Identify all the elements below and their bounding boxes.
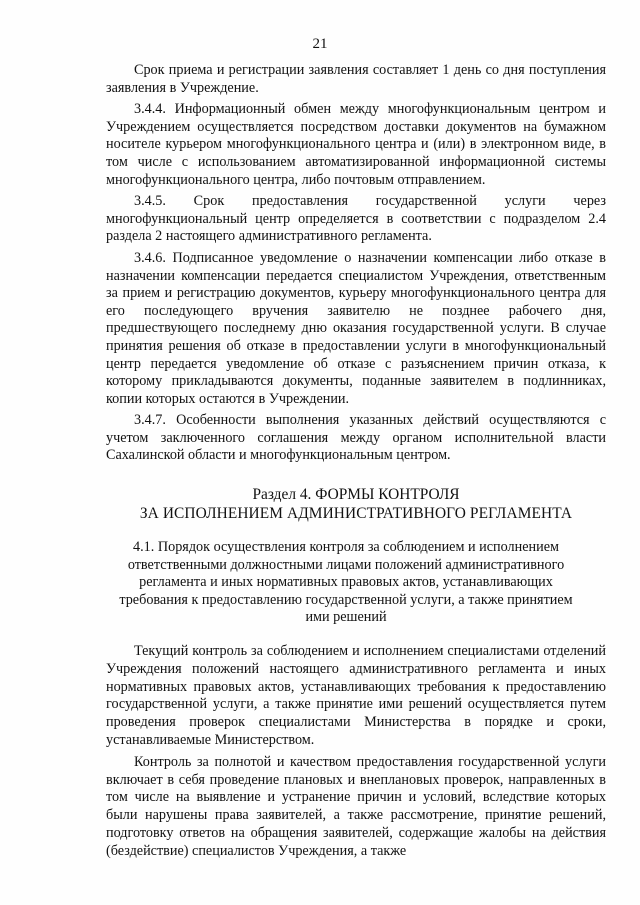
paragraph-3-4-6: 3.4.6. Подписанное уведомление о назначении компенсации либо отказе в назначении компенсации передается специалистом Учреждения, ответственным за прием и регистрацию документов, курьеру многофункционального центра для его последующего вручения заявителю не позднее рабочего дня, предшествующего последнему дню оказания государственной услуги. В случае принятия решения об отказе в предоставлении услуги в многофункциональный центр передается уведомление об отказе с разъяснением причин отказа, к которому прикладываются документы, поданные заявителем в подлинниках, копии которых остаются в Учреждении.: [106, 249, 606, 407]
paragraph-registration-term: Срок приема и регистрации заявления составляет 1 день со дня поступления заявления в Учреждение.: [106, 62, 606, 96]
paragraph-current-control: Текущий контроль за соблюдением и исполнением специалистами отделений Учреждения положений настоящего административного регламента и иных нормативных правовых актов, устанавливающих требования к предоставлению государственной услуги, а также принятие ими решений осуществляется путем проведения проверок специалистами Министерства в порядке и сроки, устанавливаемые Министерством.: [106, 643, 606, 749]
section-heading-line1: Раздел 4. ФОРМЫ КОНТРОЛЯ: [252, 486, 460, 504]
subsection-heading: 4.1. Порядок осуществления контроля за соблюдением и исполнением ответственными должностными лицами положений административного регламента и иных нормативных правовых актов, устанавливающих требования к предоставлению государственной услуги, а также принятием ими решений: [119, 539, 573, 626]
paragraph-3-4-4: 3.4.4. Информационный обмен между многофункциональным центром и Учреждением осуществляется посредством доставки документов на бумажном носителе курьером многофункционального центра и (или) в электронном виде, в том числе с использованием автоматизированной информационной системы многофункционального центра, либо почтовым отправлением.: [106, 101, 606, 188]
paragraph-3-4-7: 3.4.7. Особенности выполнения указанных действий осуществляются с учетом заключенного соглашения между органом исполнительной власти Сахалинской области и многофункциональным центром.: [106, 412, 606, 464]
spacer: [106, 627, 606, 643]
paragraph-quality-control: Контроль за полнотой и качеством предоставления государственной услуги включает в себя проведение плановых и внеплановых проверок, направленных в том числе на выявление и устранение причин и условий, вследствие которых были нарушены права заявителей, а также рассмотрение, принятие решений, подготовку ответов на обращения заявителей, содержащие жалобы на действия (бездействие) специалистов Учреждения, а также: [106, 753, 606, 859]
section-heading: [106, 485, 606, 523]
paragraph-3-4-5: 3.4.5. Срок предоставления государственной услуги через многофункциональный центр определяется в соответствии с подразделом 2.4 раздела 2 настоящего административного регламента.: [106, 193, 606, 245]
document-body: [106, 62, 606, 865]
section-heading-line2: ЗА ИСПОЛНЕНИЕМ АДМИНИСТРАТИВНОГО РЕГЛАМЕНТА: [139, 505, 573, 523]
page-number: 21: [312, 36, 328, 52]
